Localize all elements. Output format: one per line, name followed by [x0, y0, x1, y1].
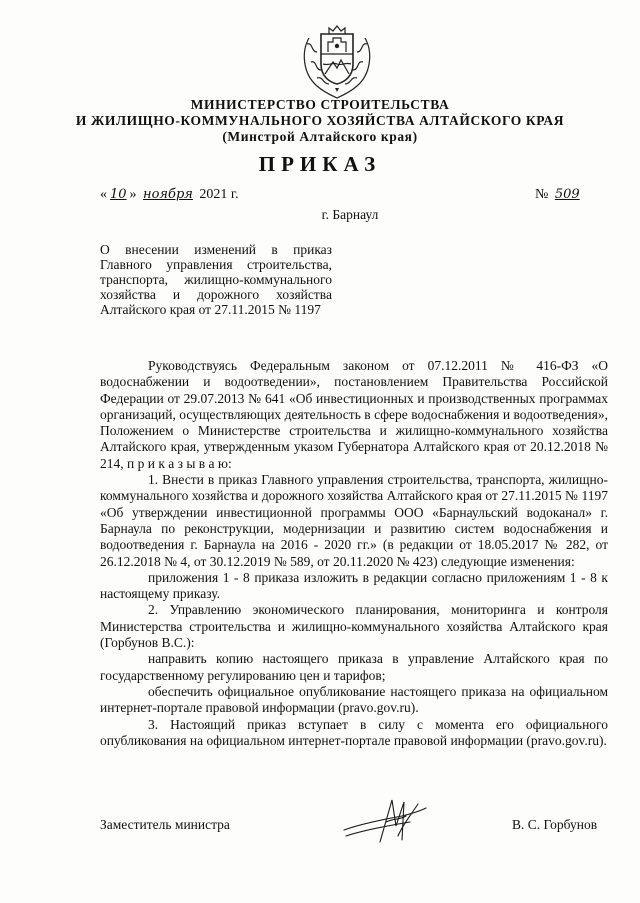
number-value: 509 [554, 187, 580, 202]
signer-name: В. С. Горбунов [512, 817, 598, 832]
body-paragraph: Руководствуясь Федеральным законом от 07.12.2011 № 416-ФЗ «О водоснабжении и водоотведении», постановлением Правительства Российской Федерации от 29.07.2013 № 641 «Об инвестиционных и производственных программах организаций, осуществляющих деятельность в сфере водоснабжения и водоотведения», Положением о Министерстве строительства и жилищно-коммунального хозяйства Алтайского края, утвержденным указом Губернатора Алтайского края от 20.12.2018 № 214, п р и к а з ы в а ю: [100, 358, 608, 471]
date-month: ноября [143, 187, 193, 202]
document-type-title: ПРИКАЗ [258, 152, 382, 176]
document-number [535, 187, 583, 203]
body-paragraph: направить копию настоящего приказа в управление Алтайского края по государственному регулированию цен и тарифов; [100, 651, 608, 683]
ministry-name-line-2: И ЖИЛИЩНО-КОММУНАЛЬНОГО ХОЗЯЙСТВА АЛТАЙСКОГО КРАЯ [75, 113, 565, 128]
date-day: 10 [110, 187, 127, 202]
handwritten-signature-icon [340, 796, 430, 848]
coat-of-arms-icon [295, 18, 379, 100]
document-subject: О внесении изменений в приказ Главного управления строительства, транспорта, жилищно-коммунального хозяйства и дорожного хозяйства Алтайского края от 27.11.2015 № 1197 [100, 242, 332, 317]
number-sign: № [535, 187, 549, 202]
body-paragraph: приложения 1 - 8 приказа изложить в редакции согласно приложениям 1 - 8 к настоящему приказу. [100, 569, 608, 602]
date-close-quote: » [129, 187, 137, 202]
ministry-short-name: (Минстрой Алтайского края) [222, 129, 418, 144]
ministry-name-line-1: МИНИСТЕРСТВО СТРОИТЕЛЬСТВА [190, 97, 450, 112]
document-city: г. Барнаул [321, 207, 379, 222]
body-paragraph: 3. Настоящий приказ вступает в силу с момента его официального опубликования на официальном интернет-портале правовой информации (pravo.gov.ru). [100, 716, 608, 748]
date-open-quote: « [100, 187, 107, 202]
body-paragraph: 2. Управлению экономического планирования, мониторинга и контроля Министерства строительства и жилищно-коммунального хозяйства Алтайского края (Горбунов В.С.): [100, 602, 608, 651]
document-date [100, 187, 239, 203]
body-paragraph: 1. Внести в приказ Главного управления строительства, транспорта, жилищно-коммунального хозяйства и дорожного хозяйства Алтайского края от 27.11.2015 № 1197 «Об утверждении инвестиционной программы ООО «Барнаульский водоканал» г. Барнаула по реконструкции, модернизации и развитию систем водоснабжения и водоотведения г. Барнаула на 2016 - 2020 гг.» (в редакции от 18.05.2017 № 282, от 26.12.2018 № 4, от 30.12.2019 № 589, от 20.11.2020 № 423) следующие изменения: [100, 472, 608, 569]
date-year: 2021 г. [199, 187, 239, 202]
body-paragraph: обеспечить официальное опубликование настоящего приказа на официальном интернет-портале правовой информации (pravo.gov.ru). [100, 683, 608, 716]
signer-position: Заместитель министра [100, 817, 230, 832]
document-body [100, 358, 608, 749]
